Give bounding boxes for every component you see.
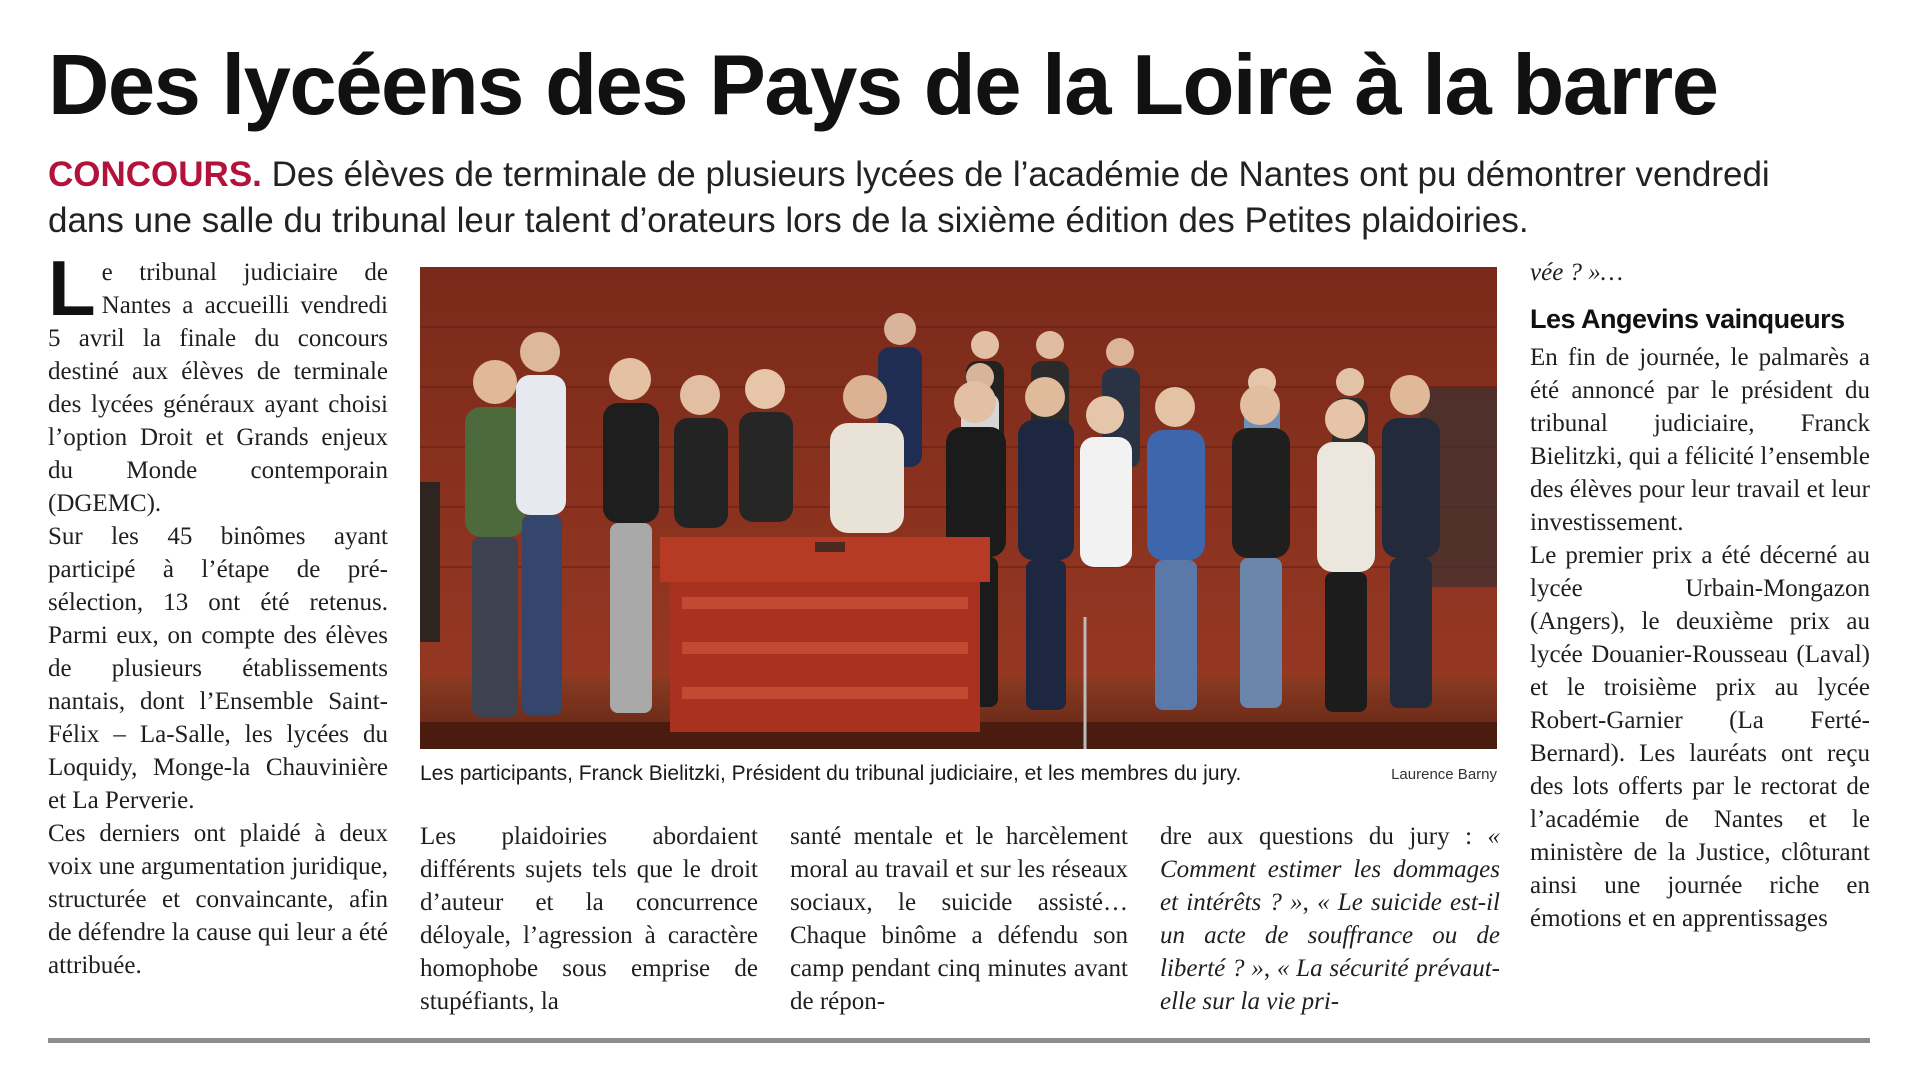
paragraph: Les plaidoiries abordaient différents sujets tels que le droit d’auteur et la concurrence déloyale, l’agression à caractère homophobe sous emprise de stupéfiants, la [420,823,758,1015]
photo-credit: Laurence Barny [1391,766,1497,783]
paragraph: Le premier prix a été décerné au lycée Urbain-Mongazon (Angers), le deuxième prix au lycée Douanier-Rousseau (Laval) et le troisième prix au lycée Robert-Garnier (La Ferté-Bernard). Les lauréats ont reçu des lots offerts par le rectorat de l’académie de Nantes et le ministère de la Justice, clôturant ainsi une journée riche en émotions et en apprentissages [1530,542,1870,932]
group-photo-illustration [420,267,1497,749]
column-1 [48,244,388,982]
paragraph-text: dre aux questions du jury : [1160,823,1488,850]
column-2 [420,820,758,1018]
paragraph [1160,820,1500,1018]
article-photo [420,267,1497,749]
paragraph: En fin de journée, le palmarès a été annoncé par le président du tribunal judiciaire, Franck Bielitzki, qui a félicité l’ensemble des élèves pour leur travail et leur investissement. [1530,344,1870,536]
column-3 [790,820,1128,1018]
lead-paragraph [48,152,1808,244]
photo-caption [420,760,1497,792]
jury-question-1: « Comment estimer les dommages et intérêts ? » [1160,823,1500,916]
column-4 [1160,820,1500,1018]
subheading: Les Angevins vainqueurs [1530,304,1845,334]
headline: Des lycéens des Pays de la Loire à la barre [48,38,1718,133]
dropcap: L [48,244,96,332]
column-5 [1530,256,1870,935]
paragraph: Sur les 45 binômes ayant participé à l’étape de pré-sélection, 13 ont été retenus. Parmi eux, on compte des élèves de plusieurs établissements nantais, dont l’Ensemble Saint-Félix – La-Salle, les lycées du Loquidy, Monge-la Chauvinière et La Perverie. [48,523,388,814]
jury-question-3: « La sécurité prévaut-elle sur la vie pri- [1160,955,1501,1015]
caption-text: Les participants, Franck Bielitzki, Président du tribunal judiciaire, et les membres du jury. [420,762,1242,785]
lectern [660,537,990,732]
kicker: CONCOURS. [48,155,262,194]
paragraph-text: e tribunal judiciaire de Nantes a accueilli vendredi 5 avril la finale du concours destiné aux élèves de terminale des lycées généraux ayant choisi l’option Droit et Grands enjeux du Monde contemporain (DGEMC). [48,259,388,517]
paragraph: Ces derniers ont plaidé à deux voix une argumentation juridique, structurée et convaincante, afin de défendre la cause qui leur a été attribuée. [48,820,388,979]
bottom-rule [48,1038,1870,1043]
separator: , [1302,889,1318,916]
continued-quote: vée ? »… [1530,259,1624,286]
jury-question-2: « Le suicide est-il un acte de souffrance ou de liberté ? » [1160,889,1500,982]
lead-text: Des élèves de terminale de plusieurs lycées de l’académie de Nantes ont pu démontrer vendredi dans une salle du tribunal leur talent d’orateurs lors de la sixième édition des Petites plaidoiries. [48,155,1770,240]
paragraph: santé mentale et le harcèlement moral au travail et sur les réseaux sociaux, le suicide assisté… Chaque binôme a défendu son camp pendant cinq minutes avant de répon- [790,823,1128,1015]
paragraph [48,244,388,520]
separator: , [1263,955,1277,982]
